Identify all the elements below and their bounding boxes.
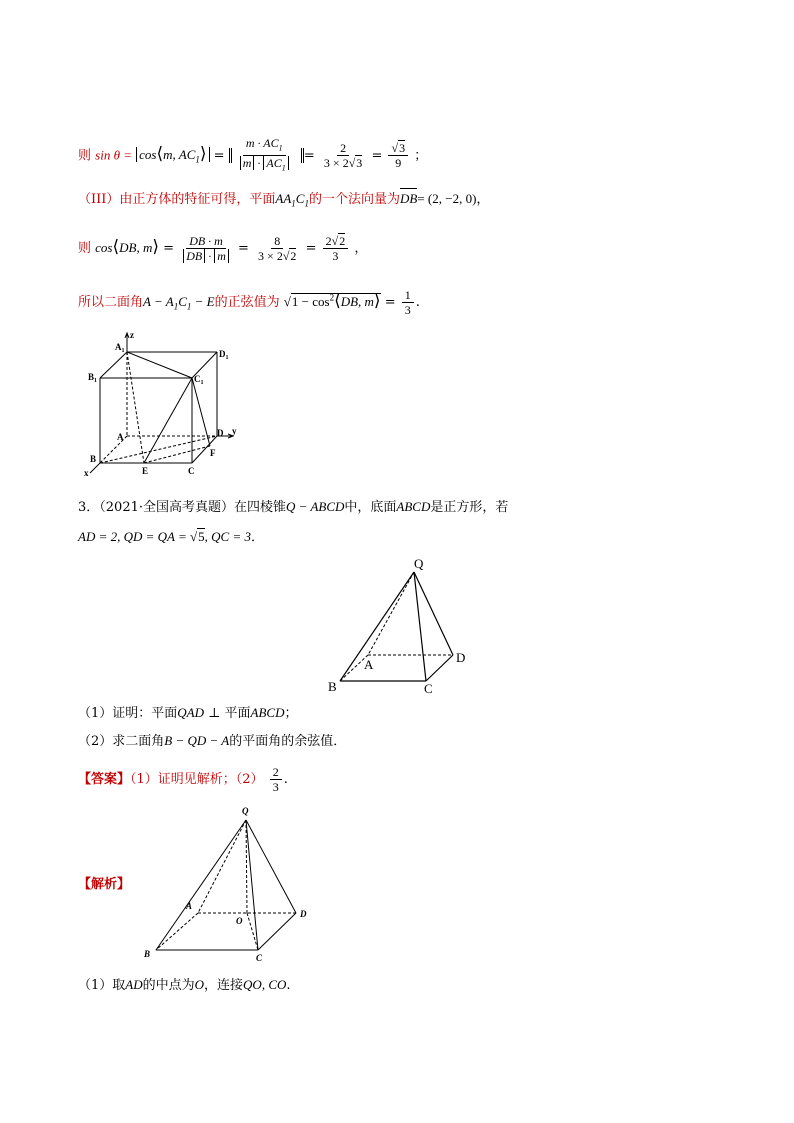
label-c: C [188,466,195,476]
hidden-edge-a-b [156,913,198,950]
label-d1: $D_1$ [219,349,229,361]
label-b1: $B_1$ [88,372,98,384]
label-q: Q [414,556,424,571]
formula-sin-theta: 则 sin θ = cos⟨m, $AC_1⟩$ = $\frac{m \cdot AC_1}{m \cdot AC_1}$ = $\frac{2}{3 \times 2√3}$ = $\frac{√3}{9}$ ； [78,136,428,173]
label-y: y [232,426,237,436]
line-a1-c1 [127,352,192,378]
label-e: E [142,466,149,476]
label-a: A [364,657,374,672]
label-d: D [217,428,224,438]
analysis-tag: 【解析】 [78,877,131,892]
label-a1: $A_1$ [115,342,125,354]
label-d: D [456,650,466,665]
label-q: Q [242,806,249,816]
label-a: A [186,901,193,911]
edge-q-d [414,572,453,655]
formula-cos-db-m: 则 cos⟨DB, m⟩ = $\frac{DB \cdot m}{DB \cdot m}$ = $\frac{8}{3 \times 2√2}$ = $\frac{2√2}{3}$ ， [78,234,368,263]
hidden-edge-q-a [198,820,246,913]
edge-q-c [414,572,426,681]
label-z: z [130,330,134,340]
question-1: （1）证明：平面QAD ⊥ 平面ABCD； [78,705,298,721]
answer-line: 【答案】（1）证明见解析；（2） $\frac{2}{3}$ . [78,765,288,794]
label-d: D [300,909,307,919]
solution-step-1: （1）取AD的中点为O，连接QO, CO. [78,977,291,993]
edge-c-d [258,913,296,950]
problem-3-conditions: AD = 2, QD = QA = √5, QC = 3． [78,529,265,545]
hidden-line-a1-e [127,352,144,463]
label-a: A [117,432,124,442]
label-b: B [328,679,337,694]
label-b: B [90,454,97,464]
pyramid-diagram-1 [322,552,482,698]
label-c: C [424,681,433,696]
label-x: x [84,468,89,478]
label-c1: $C_1$ [194,374,204,386]
edge-c-d [426,655,453,681]
label-b: B [144,949,151,959]
edge-b1-a1 [100,352,127,378]
question-2: （2）求二面角B − QD − A的平面角的余弦值． [78,733,347,749]
edge-q-b [340,572,414,681]
cube-diagram [82,328,252,478]
problem-3-statement: 3．（2021·全国高考真题）在四棱锥Q − ABCD中，底面ABCD是正方形，若 [78,499,509,515]
normal-vector-line: （III）由正方体的特征可得，平面$AA_1C_1$的一个法向量为DB= (2, −2, 0)， [78,191,490,209]
dihedral-sine-line: 所以二面角$A - A_1C_1 - E$的正弦值为 $√1 - \cos^2⟨DB$, m⟩ = $\frac{1}{3}$ . [78,288,420,317]
label-o: O [236,916,243,926]
x-axis [90,463,100,473]
edge-q-b [156,820,246,950]
line-c1-e [144,378,192,463]
label-c: C [256,953,263,963]
pyramid-diagram-2 [138,800,318,964]
hidden-edge-q-a [368,572,414,655]
label-f: F [210,448,216,458]
